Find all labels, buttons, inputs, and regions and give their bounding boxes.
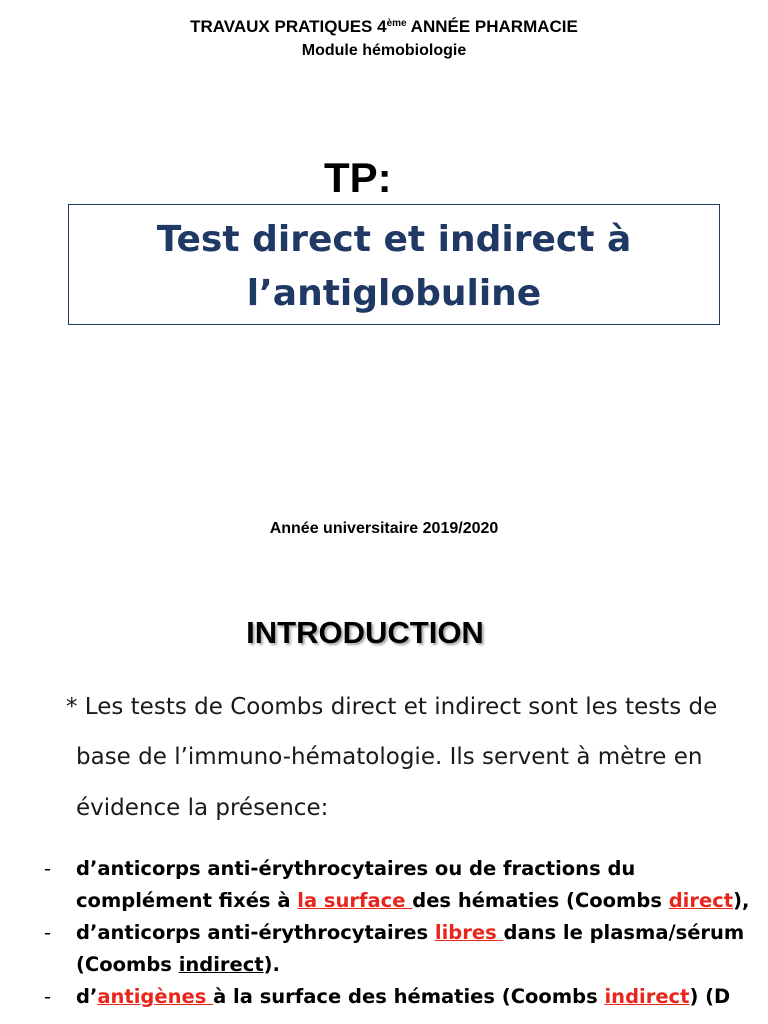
course-header: [0, 17, 768, 37]
highlight-text: indirect: [604, 985, 690, 1008]
bullet-dash: -: [44, 921, 52, 944]
list-item: [0, 981, 768, 1013]
bullet-text: dans le plasma/sérum: [503, 921, 745, 944]
bullet-text: d’anticorps anti-érythrocytaires ou de fractions du: [76, 857, 636, 880]
underlined-text: indirect: [178, 953, 264, 976]
bullet-text: des hématies (Coombs: [412, 889, 669, 912]
highlight-text: libres: [434, 921, 504, 944]
intro-line-3: évidence la présence:: [76, 795, 329, 821]
bullet-text: ) (D: [689, 985, 731, 1008]
highlight-text: direct: [668, 889, 734, 912]
course-header-pre: TRAVAUX PRATIQUES 4: [190, 17, 387, 36]
list-item: [0, 917, 768, 981]
bullet-text: complément fixés à: [76, 889, 298, 912]
module-name: Module hémobiologie: [301, 42, 467, 59]
bullet-dash: -: [44, 857, 52, 880]
bullet-list: [0, 853, 768, 1013]
academic-year: Année universitaire 2019/2020: [269, 520, 499, 537]
bullet-text: (Coombs: [76, 953, 179, 976]
title-box: [68, 204, 720, 325]
course-header-sup: ème: [386, 18, 407, 29]
course-header-post: ANNÉE PHARMACIE: [406, 17, 578, 36]
bullet-text: d’: [76, 985, 98, 1008]
title-line-1: Test direct et indirect à: [156, 219, 632, 260]
bullet-text: à la surface des hématies (Coombs: [213, 985, 605, 1008]
bullet-text: ),: [733, 889, 750, 912]
list-item: [0, 853, 768, 917]
bullet-text: d’anticorps anti-érythrocytaires: [76, 921, 435, 944]
section-heading: INTRODUCTION: [246, 615, 484, 650]
bullet-dash: -: [44, 985, 52, 1008]
title-line-2: l’antiglobuline: [246, 273, 542, 314]
tp-label: TP:: [324, 154, 392, 201]
bullet-text: ).: [263, 953, 280, 976]
highlight-text: la surface: [297, 889, 413, 912]
intro-line-1: * Les tests de Coombs direct et indirect sont les tests de: [66, 694, 718, 720]
intro-line-2: base de l’immuno-hématologie. Ils servent à mètre en: [76, 744, 703, 770]
highlight-text: antigènes: [97, 985, 214, 1008]
